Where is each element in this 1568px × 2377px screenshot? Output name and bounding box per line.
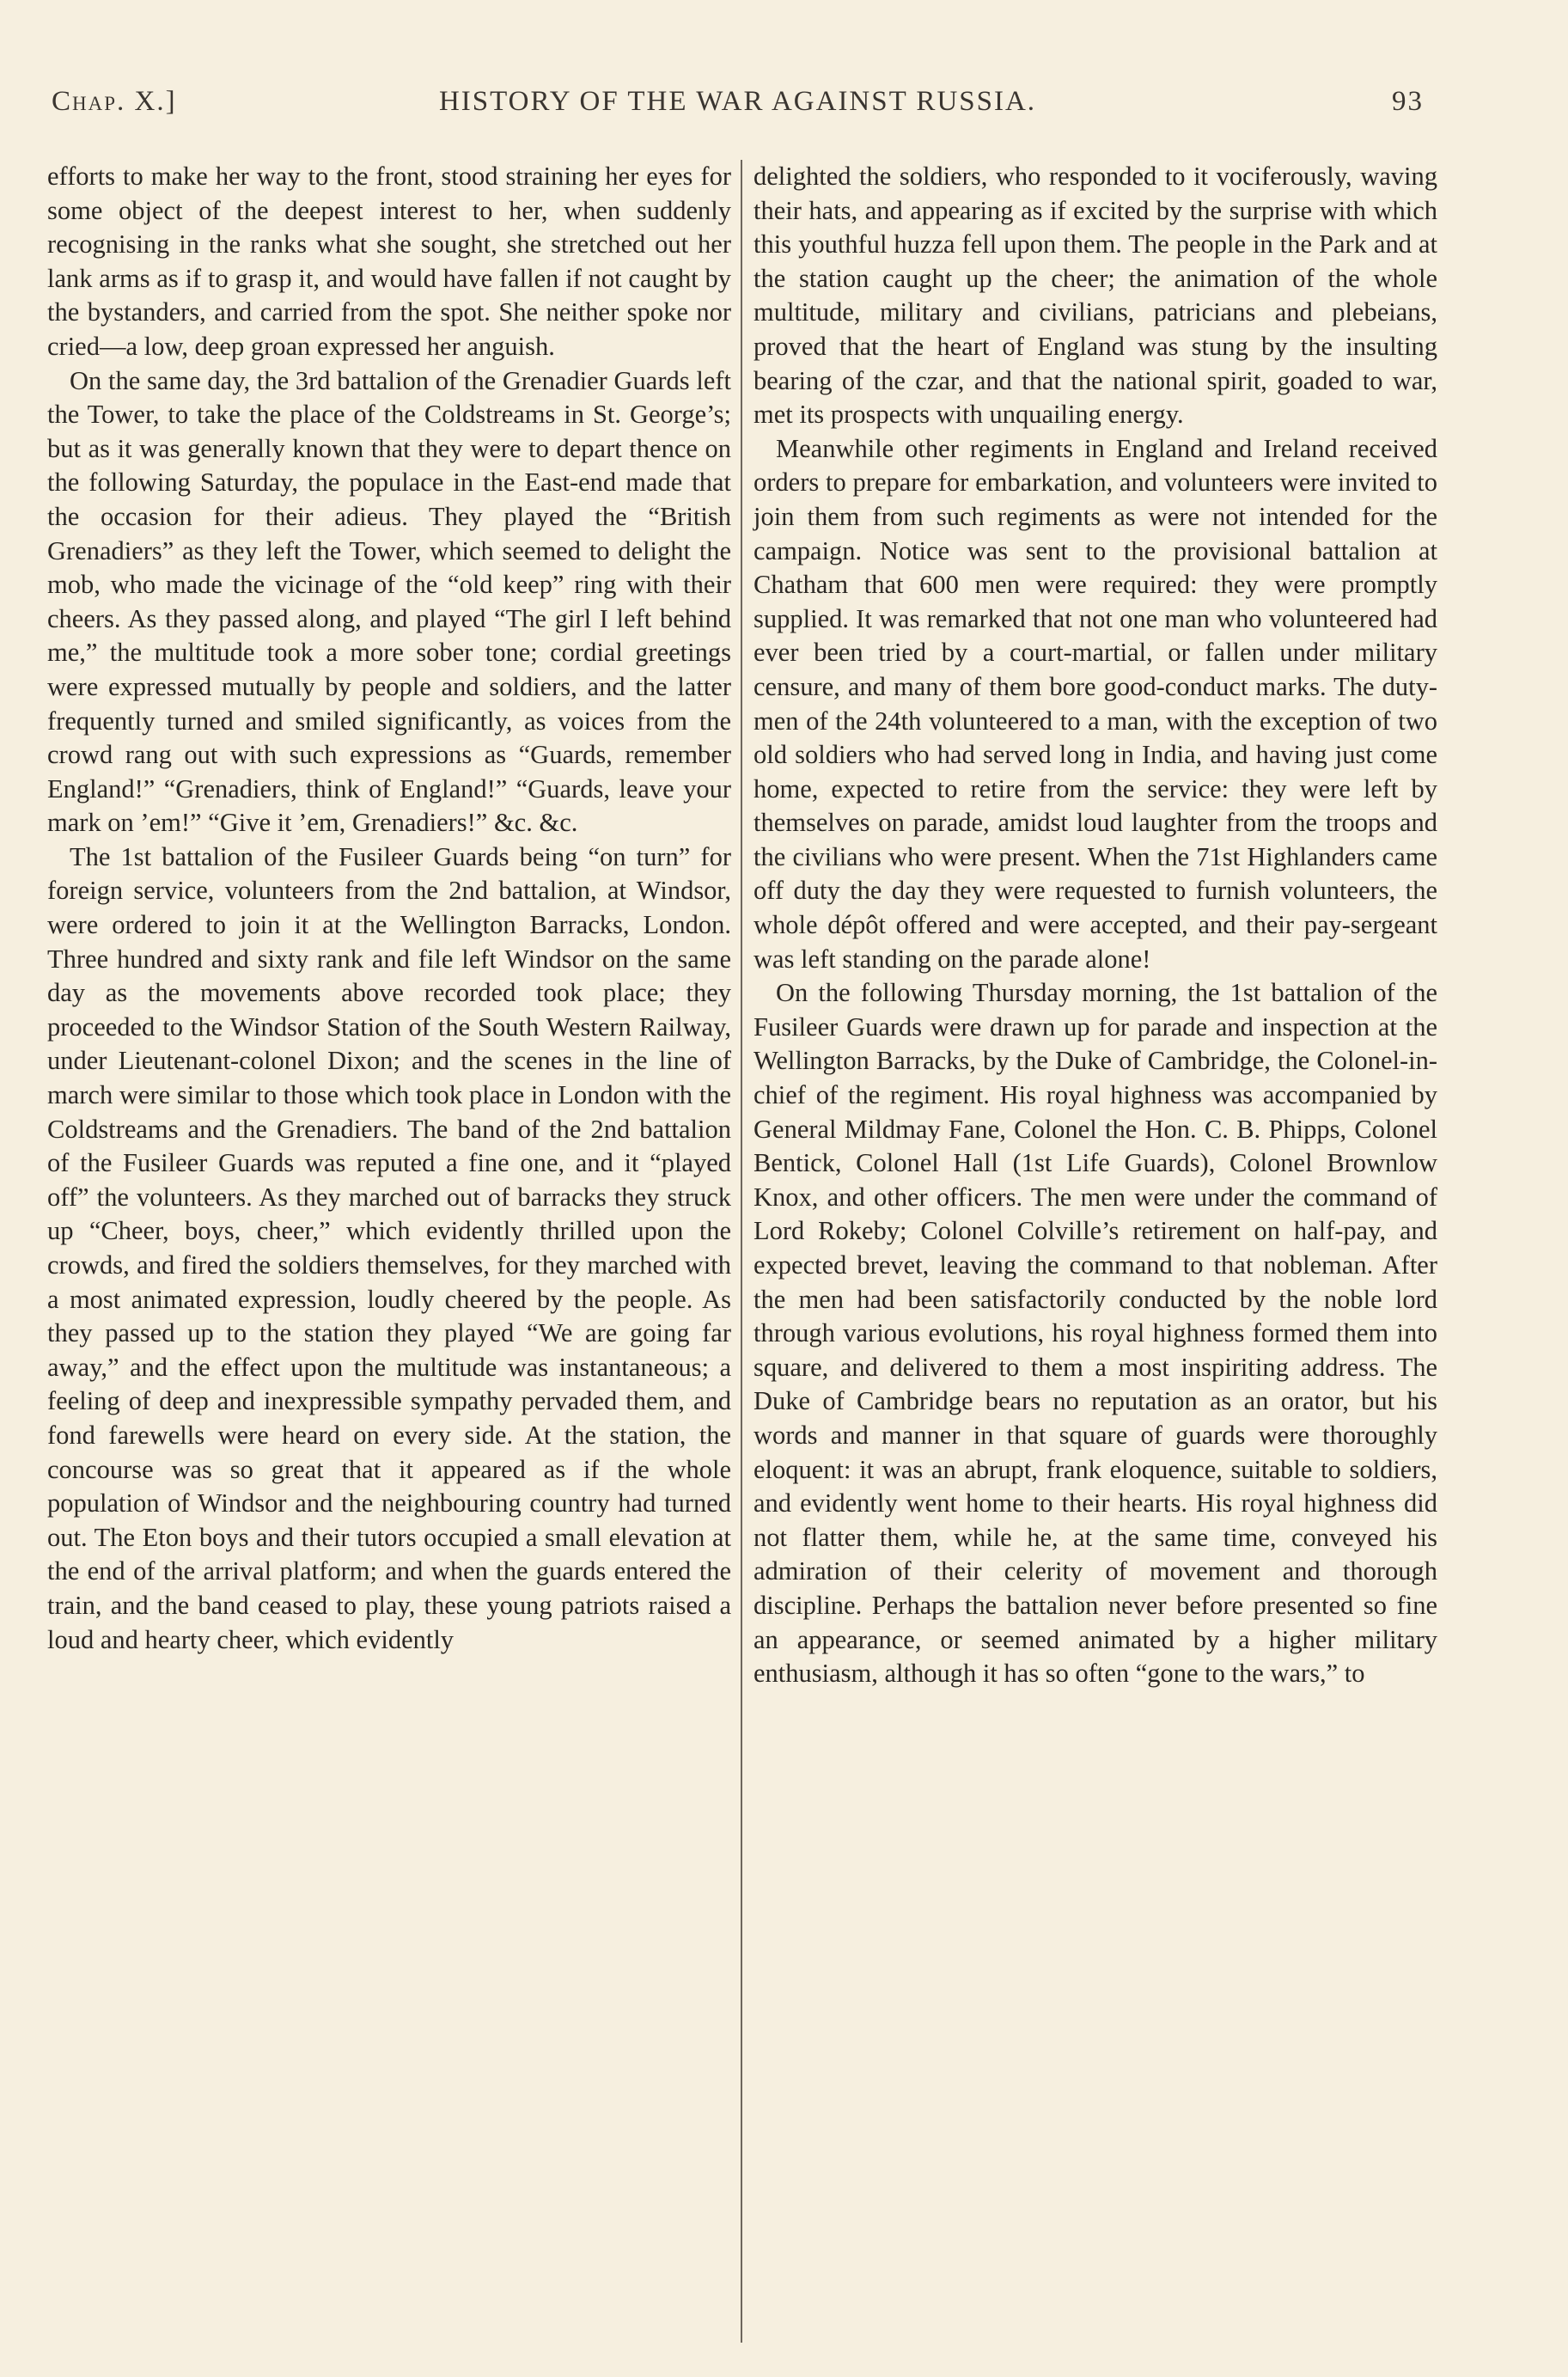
right-column bbox=[753, 160, 1437, 1691]
running-head bbox=[52, 86, 1424, 134]
paragraph: The 1st battalion of the Fusileer Guards being “on turn” for foreign service, volunteers from the 2nd battalion, at Windsor, were ordered to join it at the Wellington Barracks, London. Three hundred and sixty rank and file left Windsor on the same day as the movements above recorded took place; they proceeded to the Windsor Station of the South Western Railway, under Lieutenant-colonel Dixon; and the scenes in the line of march were similar to those which took place in London with the Coldstreams and the Grenadiers. The band of the 2nd battalion of the Fusileer Guards was reputed a fine one, and it “played off” the volunteers. As they marched out of barracks they struck up “Cheer, boys, cheer,” which evidently thrilled upon the crowds, and fired the soldiers themselves, for they marched with a most animated expression, loudly cheered by the people. As they passed up to the station they played “We are going far away,” and the effect upon the multitude was instantaneous; a feeling of deep and inexpressible sympathy pervaded them, and fond farewells were heard on every side. At the station, the concourse was so great that it appeared as if the whole population of Windsor and the neighbouring country had turned out. The Eton boys and their tutors occupied a small elevation at the end of the arrival platform; and when the guards entered the train, and the band ceased to play, these young patriots raised a loud and hearty cheer, which evidently bbox=[47, 841, 731, 1654]
paragraph: efforts to make her way to the front, stood straining her eyes for some object of the deepest interest to her, when suddenly recognising in the ranks what she sought, she stretched out her lank arms as if to grasp it, and would have fallen if not caught by the bystanders, and carried from the spot. She neither spoke nor cried—a low, deep groan expressed her anguish. bbox=[47, 162, 731, 361]
page-number: 93 bbox=[1392, 86, 1424, 117]
paragraph: On the same day, the 3rd battalion of the Grenadier Guards left the Tower, to take the place of the Coldstreams in St. George’s; but as it was generally known that they were to depart thence on the following Saturday, the populace in the East-end made that the occasion for their adieus. They played the “British Grenadiers” as they left the Tower, which seemed to delight the mob, who made the vicinage of the “old keep” ring with their cheers. As they passed along, and played “The girl I left behind me,” the multitude took a more sober tone; cordial greetings were expressed mutually by people and soldiers, and the latter frequently turned and smiled significantly, as voices from the crowd rang out with such expressions as “Guards, remember England!” “Grenadiers, think of England!” “Guards, leave your mark on ’em!” “Give it ’em, Grenadiers!” &c. &c. bbox=[47, 365, 731, 838]
left-column bbox=[47, 160, 731, 1657]
paragraph: delighted the soldiers, who responded to it vociferously, waving their hats, and appearing as if excited by the surprise with which this youthful huzza fell upon them. The people in the Park and at the station caught up the cheer; the animation of the whole multitude, military and civilians, patricians and plebeians, proved that the heart of England was stung by the insulting bearing of the czar, and that the national spirit, goaded to war, met its prospects with unquailing energy. bbox=[753, 162, 1437, 430]
chapter-label: Chap. X.] bbox=[52, 86, 177, 117]
paragraph: Meanwhile other regiments in England and Ireland received orders to prepare for embarkation, and volunteers were invited to join them from such regiments as were not intended for the campaign. Notice was sent to the provisional battalion at Chatham that 600 men were required: they were promptly supplied. It was remarked that not one man who volunteered had ever been tried by a court-martial, or fallen under military censure, and many of them bore good-conduct marks. The duty-men of the 24th volunteered to a man, with the exception of two old soldiers who had served long in India, and having just come home, expected to retire from the service: they were left by themselves on parade, amidst loud laughter from the troops and the civilians who were present. When the 71st Highlanders came off duty the day they were requested to furnish volunteers, the whole dépôt offered and were accepted, and their pay-sergeant was left standing on the parade alone! bbox=[753, 433, 1437, 974]
column-divider bbox=[741, 160, 742, 2343]
paragraph: On the following Thursday morning, the 1st battalion of the Fusileer Guards were drawn up for parade and inspection at the Wellington Barracks, by the Duke of Cambridge, the Colonel-in-chief of the regiment. His royal highness was accompanied by General Mildmay Fane, Colonel the Hon. C. B. Phipps, Colonel Bentick, Colonel Hall (1st Life Guards), Colonel Brownlow Knox, and other officers. The men were under the command of Lord Rokeby; Colonel Colville’s retirement on half-pay, and expected brevet, leaving the command to that nobleman. After the men had been satisfactorily conducted by the noble lord through various evolutions, his royal highness formed them into square, and delivered to them a most inspiriting address. The Duke of Cambridge bears no reputation as an orator, but his words and manner in that square of guards were thoroughly eloquent: it was an abrupt, frank eloquence, suitable to soldiers, and evidently went home to their hearts. His royal highness did not flatter them, while he, at the same time, conveyed his admiration of their celerity of movement and thorough discipline. Perhaps the battalion never before presented so fine an appearance, or seemed animated by a higher military enthusiasm, although it has so often “gone to the wars,” to bbox=[753, 978, 1437, 1689]
book-title: HISTORY OF THE WAR AGAINST RUSSIA. bbox=[438, 86, 1037, 117]
